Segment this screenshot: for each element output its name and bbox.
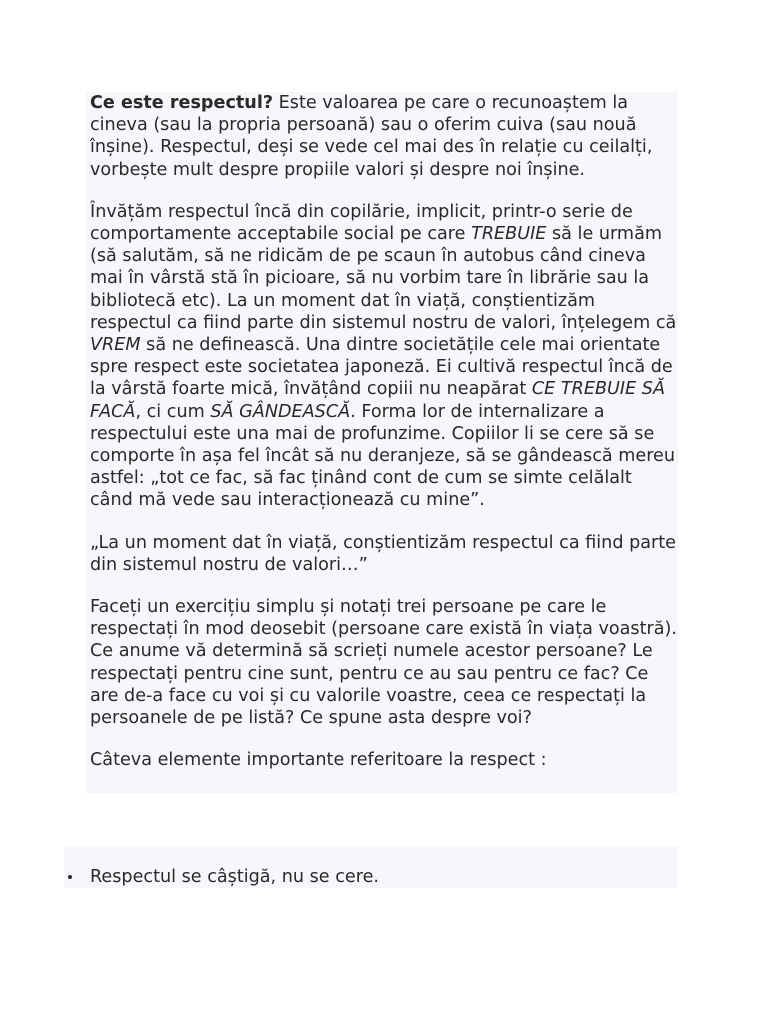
- paragraph-learning: [90, 201, 678, 512]
- article-body: [86, 92, 678, 793]
- text-run: . Forma lor de internalizare a respectului este una mai de profunzime. Copiilor li se cere să se comporte în așa fel încât să nu deranjeze, să se gândească mereu astfel: „tot ce fac, să fac ținând cont de cum se simte celălalt când mă vede sau interacționează cu mine”.: [90, 401, 676, 511]
- question-heading: Ce este respectul?: [90, 93, 274, 113]
- emphasis-trebuie: TREBUIE: [471, 224, 547, 245]
- text-run: să ne definească. Una dintre societățile cele mai orientate spre respect este societatea japoneză. Ei cultivă respectul încă de la vârstă foarte mică, învățând copiii nu neapărat: [90, 335, 673, 400]
- emphasis-ce-trebuie: CE TREBUIE SĂ FACĂ: [90, 379, 666, 422]
- bullet-icon: [68, 875, 72, 879]
- emphasis-vrem: VREM: [90, 335, 141, 356]
- paragraph-definition: [90, 92, 678, 181]
- pull-quote: „La un moment dat în viață, conștientizăm respectul ca fiind parte din sistemul nostru de valori…”: [90, 532, 676, 575]
- list-intro: Câteva elemente importante referitoare la respect :: [90, 750, 547, 771]
- emphasis-sa-gandeasca: SĂ GÂNDEASCĂ: [210, 401, 351, 422]
- text-run: să le urmăm (să salutăm, să ne ridicăm de pe scaun în autobus când cineva mai în vârstă stă în picioare, să nu vorbim tare în librărie sau la bibliotecă etc). La un moment dat în viață, conștientizăm respectul ca fiind parte din sistemul nostru de valori, înțelegem că: [90, 224, 677, 333]
- respect-list: [64, 866, 379, 888]
- list-item: [64, 866, 379, 888]
- list-item-text: Respectul se câștigă, nu se cere.: [90, 867, 379, 887]
- definition-text: Este valoarea pe care o recunoaștem la cineva (sau la propria persoană) sau o oferim cuiva (sau nouă înșine). Respectul, deși se vede cel mai des în relație cu ceilalți, vorbește mult despre propiile valori și despre noi înșine.: [90, 93, 653, 180]
- text-run: , ci cum: [135, 401, 211, 422]
- text-run: Învățăm respectul încă din copilărie, implicit, printr-o serie de comportamente acceptabile social pe care: [90, 201, 633, 245]
- paragraph-exercise: Faceți un exercițiu simplu și notați trei persoane pe care le respectați în mod deosebit (persoane care există în viața voastră). Ce anume vă determină să scrieți numele acestor persoane? Le respectați pentru cine sunt, pentru ce au sau pentru ce fac? Ce are de-a face cu voi și cu valorile voastre, ceea ce respectați la persoanele de pe listă? Ce spune asta despre voi?: [90, 597, 677, 729]
